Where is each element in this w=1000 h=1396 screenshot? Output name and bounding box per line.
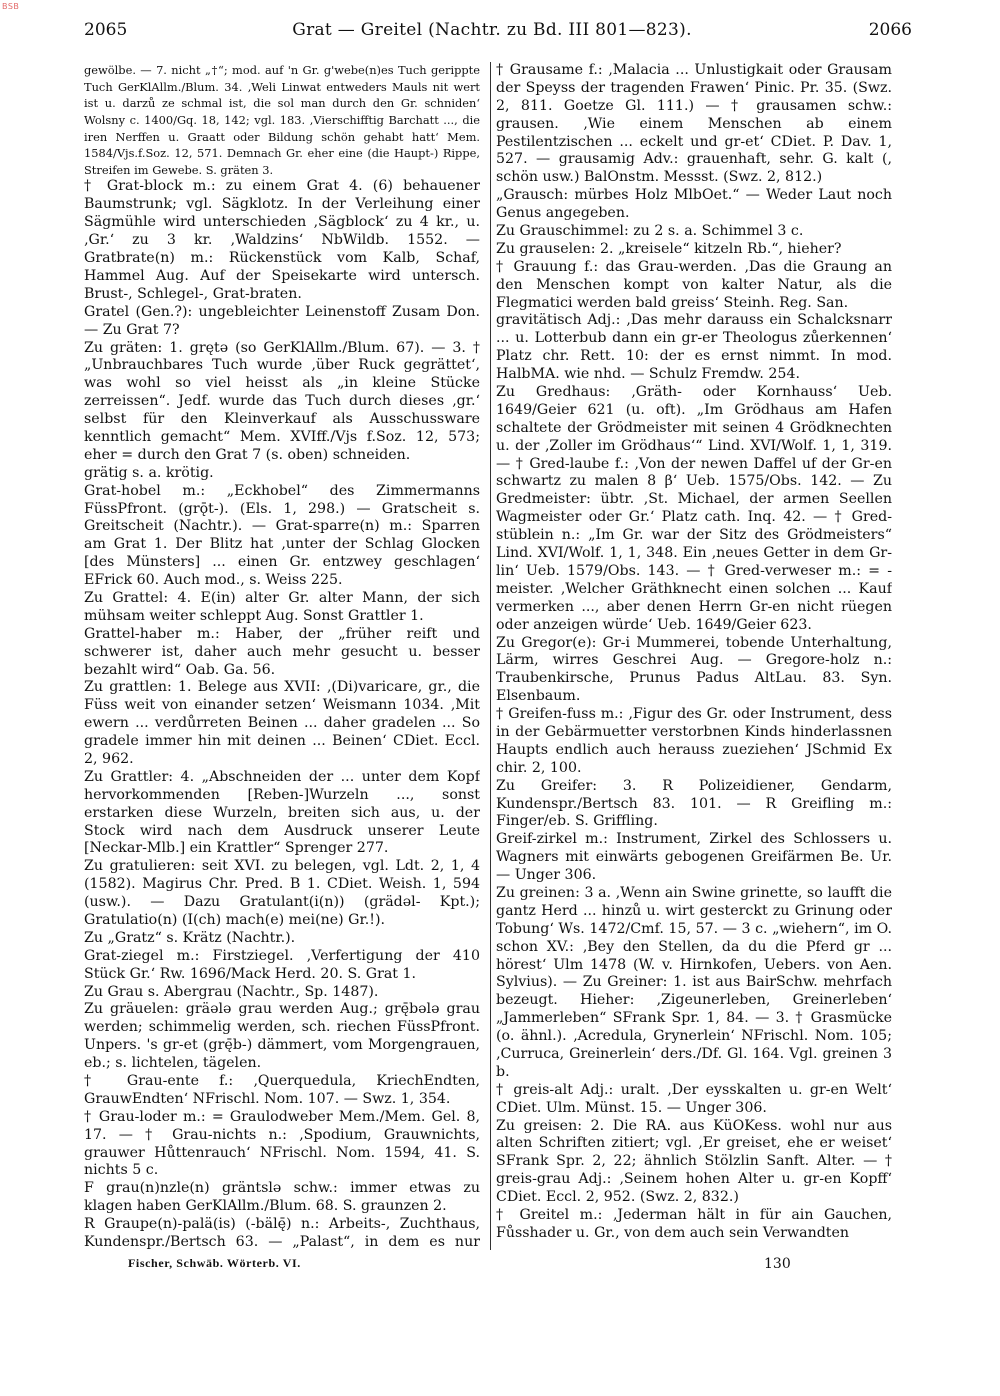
publisher-line: Fischer, Schwäb. Wörterb. VI. bbox=[128, 1256, 301, 1270]
dictionary-entry: † Grat-block m.: zu einem Grat 4. (6) behauener Baumstrunk; vgl. Sägklotz. In der Verleihung einer Sägmühle wird unterschieden ‚Sägblock‘ zu 4 kr., u. ‚Gr.‘ zu 3 kr. ‚Waldzins‘ NbWildb. 1552. — Gratbrate(n) m.: Rückenstück vom Kalb, Schaf, Hammel Aug. Auf der Speisekarte wird untersch. Brust-, Schlegel-, Grat-braten. bbox=[84, 178, 480, 302]
dictionary-entry: „Grausch: mürbes Holz MlbOet.“ — Weder Laut noch Genus angegeben. bbox=[496, 187, 892, 222]
sheet-number: 130 bbox=[764, 1256, 791, 1272]
page-number-right: 2066 bbox=[868, 20, 912, 40]
dictionary-entry: † Greitel m.: ‚Jederman hält in für ain Gauchen, Fůsshader u. Gr., von dem auch sein Verwandten bbox=[496, 1207, 892, 1241]
dictionary-entry: gravitätisch Adj.: ‚Das mehr darauss ein Schalcksnarr ... u. Lotterbub dann ein gr-er Theologus zůerkennen‘ Platz chr. Rett. 10: der es ernst nimmt. In mod. HalbMA. wie nhd. — Schulz Fremdw. 254. bbox=[496, 312, 892, 383]
dictionary-entry: Greif-zirkel m.: Instrument, Zirkel des Schlossers u. Wagners mit einwärts gebogenen Greifärmen Be. Ur. — Unger 306. bbox=[496, 831, 892, 884]
dictionary-entry: Zu Grau s. Abergrau (Nachtr., Sp. 1487). bbox=[84, 983, 379, 1000]
dictionary-entry: † Grauung f.: das Grau-werden. ‚Das die Graung an den Menschen kompt von kalter Natur, als die Flegmatici werden bald greiss‘ Steinh. Reg. San. bbox=[496, 258, 892, 311]
dictionary-entry: Zu Grattel: 4. E(in) alter Gr. alter Mann, der sich mühsam weiter schleppt Aug. Sonst Grattler 1. bbox=[84, 589, 480, 624]
dictionary-entry: Zu Grattler: 4. „Abschneiden der ... unter dem Kopf hervorkommenden [Reben-]Wurzeln ..., sonst erstarken diese Wurzeln, breiten sich aus, u. der Stock wird nach dem Ausdruck unserer Leute [Neckar-Mlb.] ein Krattler“ Sprenger 277. bbox=[84, 768, 480, 857]
dictionary-entry: Zu „Gratz“ s. Krätz (Nachtr.). bbox=[84, 929, 296, 946]
dictionary-entry: grätig s. a. krötig. bbox=[84, 464, 214, 481]
dictionary-entry: Zu gratulieren: seit XVI. zu belegen, vgl. Ldt. 2, 1, 4 (1582). Magirus Chr. Pred. B 1. CDiet. Weish. 1, 594 (usw.). — Dazu Gratulant(i(n)) (grädəl- Kpt.); Gratulatio(n) (I(ch) mach(e) mei(ne) Gr.!). bbox=[84, 858, 480, 928]
page-footer bbox=[128, 1256, 900, 1276]
dictionary-entry: † Greifen-fuss m.: ‚Figur des Gr. oder Instrument, dess in der Gebärmuetter verstorbnen Kinds hinderlassnen Haupts endlich auch herauss zueziehen‘ JSchmid Ex chir. 2, 100. bbox=[496, 706, 892, 776]
dictionary-entry: Zu greinen: 3 a. ‚Wenn ain Swine grinette, so laufft die gantz Herd ... hinzů u. wirt gesterckt zu Grinung oder Tobung‘ Ws. 1472/Cmf. 15, 57. — 3 c. „wiehern“, im O. schon XV.: ‚Bey den Stellen, da du die Pferd gr ... hörest‘ Ulm 1478 (W. v. Hirnkofen, Uebers. von Aen. Sylvius). — Zu Greiner: 1. ist aus BairSchw. mehrfach bezeugt. Hieher: ‚Zigeunerleben, Greinerleben‘ „Jammerleben“ SFrank Spr. 1, 84. — 3. † Grasmücke (o. ähnl.). ‚Acredula, Grynerlein‘ NFrischl. Nom. 105; ‚Curruca, Greinerlein‘ ders./Df. Gl. 164. Vgl. greinen 3 b. bbox=[496, 884, 892, 1080]
dictionary-entry: † Grausame f.: ‚Malacia ... Unlustigkait oder Grausam der Speyss der tragenden Frawen‘ Pinic. Pr. 35. (Swz. 2, 811. Goetze Gl. 111.) — † grausamen schw.: grausen. ‚Wie einem Menschen ab einem Pestilentzischen ... eckelt und gr-et‘ CDiet. P. Dav. 1, 527. — grausamig Adv.: grauenhaft, sehr. G. kalt (, schön usw.) BalOnstm. Messst. (Swz. 2, 812.) bbox=[496, 62, 892, 186]
dictionary-entry: † Grau-ente f.: ‚Querquedula, KriechEndten, GrauwEndten‘ NFrischl. Nom. 107. — Swz. 1, 354. bbox=[84, 1073, 480, 1107]
column-divider bbox=[490, 62, 491, 1250]
dictionary-entry: † greis-alt Adj.: uralt. ‚Der eysskalten u. gr-en Welt‘ CDiet. Ulm. Münst. 15. — Unger 306. bbox=[496, 1081, 892, 1116]
dictionary-entry: Zu gräten: 1. grętə (so GerKlAllm./Blum. 67). — 3. † „Unbrauchbares Tuch wurde ‚über Ruck gegrättet‘, was wohl so viel heisst als „in kleine Stücke zerreissen“. Jedf. wurde das Tuch durch dieses ‚gr.‘ selbst für den Kleinverkauf als Ausschussware kenntlich gemacht“ Mem. XVIff./Vjs f.Soz. 12, 573; eher = durch den Grat 7 (s. oben) schneiden. bbox=[84, 339, 480, 463]
dictionary-entry: Grat-ziegel m.: Firstziegel. ‚Verfertigung der 410 Stück Gr.‘ Rw. 1696/Mack Herd. 20. S. Grat 1. bbox=[84, 947, 480, 982]
dictionary-entry: Zu Gregor(e): Gr-i Mummerei, tobende Unterhaltung, Lärm, wirres Geschrei Aug. — Gregore-holz n.: Traubenkirsche, Prunus Padus AltLau. 83. Syn. Elsenbaum. bbox=[496, 634, 892, 705]
dictionary-entry: Zu greisen: 2. Die RA. aus KüOKess. wohl nur aus alten Schriften zitiert; vgl. ‚Er greiset, ehe er weiset‘ SFrank Spr. 2, 22; ähnlich Stölzlin Sanft. Alter. — † greis-grau Adj.: ‚Seinem hohen Alter u. gr-en Kopff‘ CDiet. Eccl. 2, 952. (Swz. 2, 832.) bbox=[496, 1117, 892, 1206]
left-column bbox=[84, 62, 480, 1250]
dictionary-entry: gewölbe. — 7. nicht „†“; mod. auf 'n Gr. g'webe(n)es Tuch gerippte Tuch GerKlAllm./Blum. 34. ‚Weli Linwat entweders Mauls nit wert ist u. darzů ze schmal ist, die sol man durch den Gr. schniden‘ Wolsny c. 1400/Gq. 18, 142; vgl. 183. ‚Vierschifftig Barchatt ..., die iren Nerffen u. Graatt oder Bildung schön gehabt hatt‘ Mem. 1584/Vjs.f.Soz. 12, 571. Demnach Gr. eher eine (die Haupt-) Rippe, Streifen im Gewebe. S. gräten 3. bbox=[84, 63, 480, 177]
dictionary-entry: Zu grauselen: 2. „kreisele“ kitzeln Rb.“, hieher? bbox=[496, 240, 842, 257]
dictionary-entry: Zu Gredhaus: ‚Gräth- oder Kornhauss‘ Ueb. 1649/Geier 621 (u. oft). „Im Grödhaus am Hafen schaltete der Grödmeister mit seinen 4 Grödknechten u. der ‚Zoller im Grödhaus‘“ Lind. XVI/Wolf. 1, 1, 319. — † Gred-laube f.: ‚Von der newen Daffel uf der Gr-en schwartz zu malen 8 β‘ Ueb. 1575/Obs. 142. — Zu Gredmeister: übtr. ‚St. Michael, der armen Seellen Wagmeister oder Gr.‘ Platz cath. Inq. 42. — † Gred-stüblein n.: „Im Gr. war der Sitz des Grödmeisters“ Lind. XVI/Wolf. 1, 1, 348. Ein ‚neues Getter in dem Gr-lin‘ Ueb. 1579/Obs. 143. — † Gred-verweser m.: = -meister. ‚Welcher Gräthknecht einen solchen ... Kauf vermerken ..., aber denen Herrn Gr-en nicht rüegen oder anzeigen würde‘ Ueb. 1649/Geier 623. bbox=[496, 384, 892, 633]
dictionary-entry: R Graupe(n)-palä(is) (-bälę̄) n.: Arbeits-, Zuchthaus, Kundenspr./Bertsch 63. — „Palast“, in dem es nur bbox=[84, 1216, 480, 1250]
dictionary-entry: Zu Grauschimmel: zu 2 s. a. Schimmel 3 c. bbox=[496, 223, 804, 240]
right-column bbox=[496, 62, 892, 1250]
page-number-left: 2065 bbox=[84, 20, 128, 40]
page-header bbox=[72, 20, 912, 50]
dictionary-entry: Zu grattlen: 1. Belege aus XVII: ‚(Di)varicare, gr., die Füss weit von einander setzen‘ Weismann 1034. ‚Mit ewern ... verdůrreten Beinen ... daher gradelen ... So gradele immer hin mit deinen ... Beinen‘ CDiet. Eccl. 2, 962. bbox=[84, 679, 480, 767]
library-stamp: BSB bbox=[2, 2, 20, 11]
running-title: Grat — Greitel (Nachtr. zu Bd. III 801—823). bbox=[292, 20, 692, 40]
dictionary-entry: Gratel (Gen.?): ungebleichter Leinenstoff Zusam Don. — Zu Grat 7? bbox=[84, 303, 480, 338]
dictionary-entry: † Grau-loder m.: = Graulodweber Mem./Mem. Gel. 8, 17. — † Grau-nichts n.: ‚Spodium, Grauwnichts, grauwer Hůttenrauch‘ NFrischl. Nom. 1594, 41. S. nichts 5 c. bbox=[84, 1108, 480, 1179]
dictionary-entry: Zu gräuelen: gräələ grau werden Aug.; grę̄bələ grau werden; schimmelig werden, sch. riechen FüssPfront. Unpers. 's gr-et (grę̄b-) dämmert, vom Morgengrauen, eb.; s. lichtelen, tägelen. bbox=[84, 1001, 480, 1072]
dictionary-entry: F grau(n)nzle(n) gräntslə schw.: immer etwas zu klagen haben GerKlAllm./Blum. 68. S. graunzen 2. bbox=[84, 1180, 480, 1215]
dictionary-entry: Zu Greifer: 3. R Polizeidiener, Gendarm, Kundenspr./Bertsch 83. 101. — R Greifling m.: Finger/eb. S. Griffling. bbox=[496, 777, 892, 830]
dictionary-entry: Grat-hobel m.: „Eckhobel“ des Zimmermanns FüssPfront. (grǭt-). (Els. 1, 298.) — Gratscheit s. Greitscheit (Nachtr.). — Grat-sparre(n) m.: Sparren am Grat 1. Der Blitz hat ‚unter der Schlag Glocken [des Münsters] ... einen Gr. entzwey geschlagen‘ EFrick 60. Auch mod., s. Weiss 225. bbox=[84, 482, 480, 589]
dictionary-entry: Grattel-haber m.: Haber, der „früher reift und schwerer ist, daher auch mehr gesucht u. besser bezahlt wird“ Oab. Ga. 56. bbox=[84, 625, 480, 678]
